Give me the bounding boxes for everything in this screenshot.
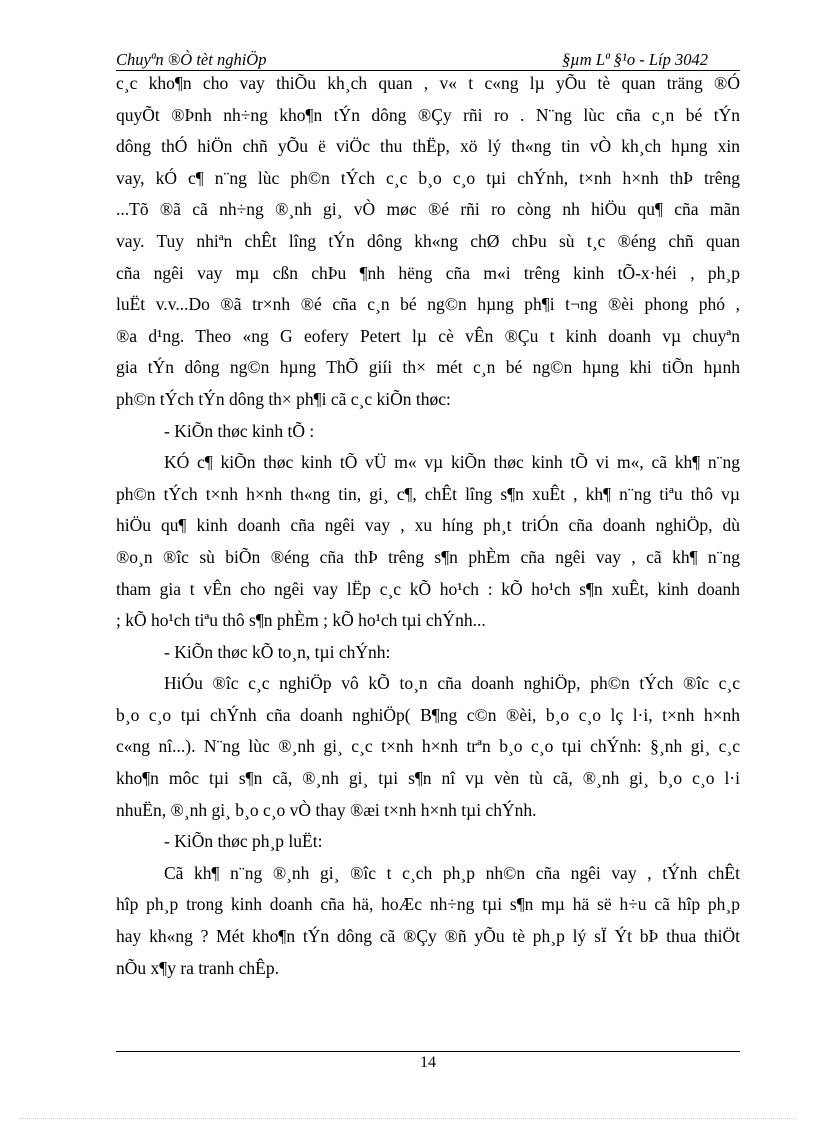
text-line: ph©n tÝch t×nh h×nh th«ng tin, gi¸ c¶, chÊt lîng s¶n xuÊt , kh¶ n¨ng tiªu thô vµ (116, 483, 740, 504)
text-line: hay kh«ng ? Mét kho¶n tÝn dông cã ®Çy ®ñ yÕu tè ph¸p lý sÏ Ýt bÞ thua thiÖt (116, 926, 740, 947)
text-line: ®o¸n ®îc sù biÕn ®éng cña thÞ trêng s¶n phÈm cña ngêi vay , cã kh¶ n¨ng (116, 546, 740, 567)
section-heading (116, 637, 740, 669)
intro-paragraph (116, 68, 740, 416)
text-line: Cã kh¶ n¨ng ®¸nh gi¸ ®îc t c¸ch ph¸p nh©n cña ngêi vay , tÝnh chÊt (164, 862, 740, 883)
text-line: c¸c kho¶n cho vay thiÕu kh¸ch quan , v« t c«ng lµ yÕu tè quan träng ®Ó (116, 73, 740, 93)
section-heading (116, 826, 740, 858)
text-line: nhuËn, ®¸nh gi¸ b¸o c¸o vÒ thay ®æi t×nh h×nh tµi chÝnh. (116, 799, 537, 820)
text-line: luËt v.v...Do ®ã tr×nh ®é cña c¸n bé ng©n hµng ph¶i t¬ng ®èi phong phó , (116, 294, 740, 315)
text-line: ...Tõ ®ã cã nh÷ng ®¸nh gi¸ vÒ møc ®é rñi ro còng nh hiÖu qu¶ cña mãn (116, 199, 740, 220)
section-heading-text: - KiÕn thøc ph¸p luËt: (164, 831, 323, 852)
text-line: hiÖu qu¶ kinh doanh cña ngêi vay , xu híng ph¸t triÓn cña doanh nghiÖp, dù (116, 515, 740, 536)
header-title: Chuyªn ®Ò tèt nghiÖp (116, 50, 267, 69)
text-line: dông thÓ hiÖn chñ yÕu ë viÖc thu thËp, xö lý th«ng tin vÒ kh¸ch hµng xin (116, 136, 740, 157)
footer-rule (116, 1051, 740, 1052)
text-line: vay, kÓ c¶ n¨ng lùc ph©n tÝch c¸c b¸o c¸o tµi chÝnh, t×nh h×nh thÞ trêng (116, 167, 740, 188)
text-line: HiÓu ®îc c¸c nghiÖp vô kÕ to¸n cña doanh nghiÖp, ph©n tÝch ®îc c¸c (164, 673, 740, 694)
text-line: quyÕt ®Þnh nh÷ng kho¶n tÝn dông ®Çy rñi ro . N¨ng lùc cña c¸n bé tÝn (116, 104, 740, 125)
page-number: 14 (420, 1054, 436, 1071)
section-paragraph (116, 447, 740, 637)
text-line: tham gia t vÊn cho ngêi vay lËp c¸c kÕ ho¹ch : kÕ ho¹ch s¶n xuÊt, kinh doanh (116, 578, 740, 599)
header-author-class: §µm Lª §¹o - Líp 3042 (562, 50, 708, 69)
text-line: KÓ c¶ kiÕn thøc kinh tÕ vÜ m« vµ kiÕn thøc kinh tÕ vi m«, cã kh¶ n¨ng (164, 452, 740, 473)
text-line: ph©n tÝch tÝn dông th× ph¶i cã c¸c kiÕn thøc: (116, 388, 451, 409)
text-line: hîp ph¸p trong kinh doanh cña hä, hoÆc nh÷ng tµi s¶n mµ hä së h÷u cã hîp ph¸p (116, 894, 740, 915)
text-line: ; kÕ ho¹ch tiªu thô s¶n phÈm ; kÕ ho¹ch tµi chÝnh... (116, 610, 486, 631)
page-edge-divider (20, 1118, 796, 1119)
text-line: b¸o c¸o tµi chÝnh cña doanh nghiÖp( B¶ng c©n ®èi, b¸o c¸o lç l·i, t×nh h×nh (116, 704, 740, 725)
section-paragraph (116, 858, 740, 984)
section-heading (116, 416, 740, 448)
section-heading-text: - KiÕn thøc kÕ to¸n, tµi chÝnh: (164, 641, 391, 662)
section-paragraph (116, 668, 740, 826)
text-line: ®a d¹ng. Theo «ng G eofery Petert lµ cè vÊn ®Çu t kinh doanh vµ chuyªn (116, 325, 740, 346)
body-text (116, 68, 740, 984)
text-line: c«ng nî...). N¨ng lùc ®¸nh gi¸ c¸c t×nh h×nh trªn b¸o c¸o tµi chÝnh: §¸nh gi¸ c¸c (116, 736, 740, 757)
text-line: nÕu x¶y ra tranh chÊp. (116, 957, 279, 978)
text-line: cña ngêi vay mµ cßn chÞu ¶nh hëng cña m«i trêng kinh tÕ-x·héi , ph¸p (116, 262, 740, 283)
text-line: gia tÝn dông ng©n hµng ThÕ giíi th× mét c¸n bé ng©n hµng khi tiÕn hµnh (116, 357, 740, 378)
text-line: kho¶n môc tµi s¶n cã, ®¸nh gi¸ tµi s¶n nî vµ vèn tù cã, ®¸nh gi¸ b¸o c¸o l·i (116, 768, 740, 789)
section-heading-text: - KiÕn thøc kinh tÕ : (164, 420, 315, 441)
text-line: vay. Tuy nhiªn chÊt lîng tÝn dông kh«ng chØ chÞu sù t¸c ®éng chñ quan (116, 230, 740, 251)
